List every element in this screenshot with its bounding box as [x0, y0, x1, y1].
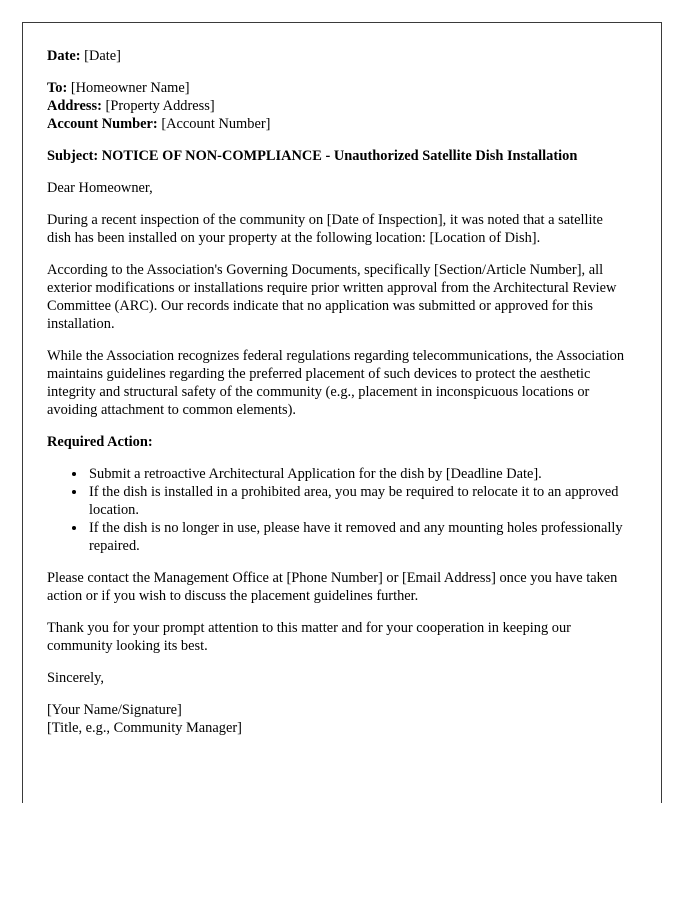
- date-line: [47, 47, 627, 65]
- list-item: • If the dish is no longer in use, please have it removed and any mounting holes professionally repaired.: [87, 519, 627, 555]
- document-page: [22, 22, 662, 803]
- required-action-list: [47, 465, 627, 555]
- body-paragraph-contact: Please contact the Management Office at [Phone Number] or [Email Address] once you have taken action or if you wish to discuss the placement guidelines further.: [47, 570, 618, 604]
- account-number-value: [Account Number]: [161, 116, 271, 132]
- date-block: [47, 47, 627, 65]
- signature-title: [Title, e.g., Community Manager]: [47, 720, 242, 736]
- date-value: [Date]: [84, 48, 121, 64]
- account-number-line: [47, 115, 627, 133]
- address-value: [Property Address]: [105, 98, 215, 114]
- signature-name: [Your Name/Signature]: [47, 702, 182, 718]
- address-label: Address:: [47, 98, 102, 114]
- body-paragraph-inspection: During a recent inspection of the community on [Date of Inspection], it was noted that a satellite dish has been installed on your property at the following location: [Location of Dish].: [47, 212, 603, 246]
- to-label: To:: [47, 80, 68, 96]
- letter-body: [47, 47, 627, 737]
- to-value: [Homeowner Name]: [70, 80, 190, 96]
- list-item: • If the dish is installed in a prohibited area, you may be required to relocate it to an approved location.: [87, 483, 627, 519]
- document-content: [23, 23, 661, 737]
- required-action-heading: Required Action:: [47, 434, 153, 450]
- body-paragraph-federal-regulations: While the Association recognizes federal regulations regarding telecommunications, the Association maintains guidelines regarding the preferred placement of such devices to protect the aesthetic integrity and structural safety of the community (e.g., placement in inconspicuous locations or avoiding attachment to common elements).: [47, 348, 625, 418]
- recipient-block: [47, 79, 627, 133]
- subject-line: Subject: NOTICE OF NON-COMPLIANCE - Unauthorized Satellite Dish Installation: [47, 148, 578, 164]
- body-paragraph-thank-you: Thank you for your prompt attention to this matter and for your cooperation in keeping our community looking its best.: [47, 620, 571, 654]
- account-number-label: Account Number:: [47, 116, 158, 132]
- body-paragraph-governing-documents: According to the Association's Governing Documents, specifically [Section/Article Number], all exterior modifications or installations require prior written approval from the Architectural Review Committee (ARC). Our records indicate that no application was submitted or approved for this installation.: [47, 262, 617, 332]
- salutation: Dear Homeowner,: [47, 180, 153, 196]
- sign-off: Sincerely,: [47, 670, 105, 686]
- date-label: Date:: [47, 48, 81, 64]
- address-line: [47, 97, 627, 115]
- signature-block: [47, 701, 627, 737]
- list-item: • Submit a retroactive Architectural Application for the dish by [Deadline Date].: [87, 465, 627, 483]
- to-line: [47, 79, 627, 97]
